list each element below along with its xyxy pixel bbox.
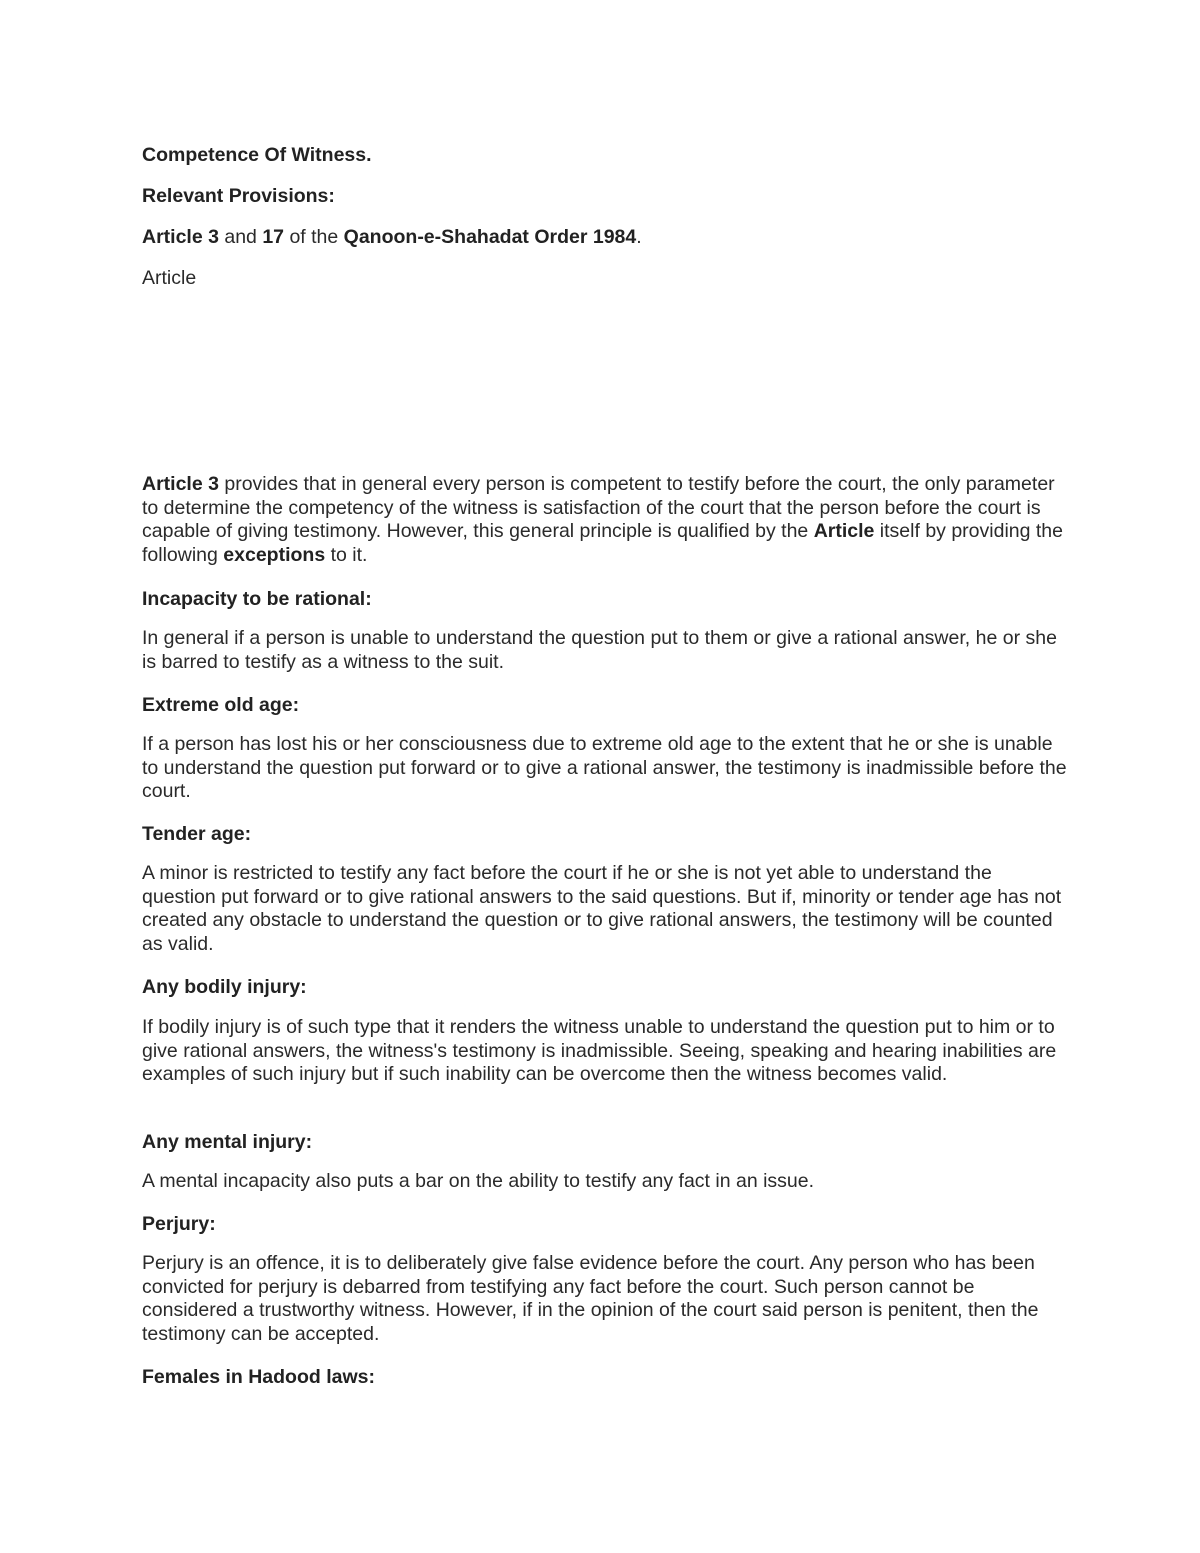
- provisions-order-name: Qanoon-e-Shahadat Order 1984: [343, 226, 637, 248]
- section-heading-mental-injury: Any mental injury:: [142, 1131, 313, 1153]
- provisions-text-and: and: [218, 226, 263, 248]
- intro-text-1: provides that in general every person is competent to testify before the court, the only parameter to determine the competency of the witness is satisfaction of the court that the person before the court is capable of giving testimony. However, this general principle is qualified by the: [142, 473, 1055, 543]
- article-word: Article: [142, 267, 197, 289]
- section-heading-bodily-injury: Any bodily injury:: [142, 976, 307, 998]
- provisions-heading: Relevant Provisions:: [142, 185, 335, 207]
- provisions-text-of: of the: [284, 226, 344, 248]
- intro-bold-exceptions: exceptions: [223, 543, 326, 566]
- section-heading-old-age: Extreme old age:: [142, 694, 300, 716]
- section-body-old-age: If a person has lost his or her consciousness due to extreme old age to the extent that he or she is unable to understand the question put forward or to give a rational answer, the testimony is inadmissible before the court.: [142, 733, 1067, 803]
- section-body-perjury: Perjury is an offence, it is to deliberately give false evidence before the court. Any person who has been convicted for perjury is debarred from testifying any fact before the court. Such person cannot be considered a trustworthy witness. However, if in the opinion of the court said person is penitent, then the testimony can be accepted.: [142, 1252, 1039, 1345]
- intro-text-3: to it.: [325, 543, 368, 566]
- provisions-article-ref: Article 3: [142, 226, 219, 248]
- section-body-bodily-injury: If bodily injury is of such type that it renders the witness unable to understand the question put to him or to give rational answers, the witness's testimony is inadmissible. Seeing, speaking and hearing inabilities are examples of such injury but if such inability can be overcome then the witness becomes valid.: [142, 1016, 1057, 1086]
- section-heading-incapacity: Incapacity to be rational:: [142, 588, 372, 610]
- provisions-period: .: [636, 226, 642, 248]
- intro-bold-article: Article: [813, 520, 875, 543]
- section-heading-tender-age: Tender age:: [142, 823, 252, 845]
- section-heading-perjury: Perjury:: [142, 1213, 216, 1235]
- provisions-article-num: 17: [262, 226, 285, 248]
- section-heading-females-hadood: Females in Hadood laws:: [142, 1366, 375, 1388]
- intro-paragraph: [142, 473, 1067, 567]
- section-body-tender-age: A minor is restricted to testify any fact before the court if he or she is not yet able to understand the question put forward or to give rational answers to the said questions. But if, minority or tender age has not created any obstacle to understand the question or to give rational answers, the testimony will be counted as valid.: [142, 862, 1062, 955]
- intro-bold-article3: Article 3: [142, 473, 219, 495]
- section-body-mental-injury: A mental incapacity also puts a bar on the ability to testify any fact in an issue.: [142, 1170, 815, 1192]
- document-title: Competence Of Witness.: [142, 144, 372, 166]
- provisions-line: [142, 225, 642, 249]
- section-body-incapacity: In general if a person is unable to understand the question put to them or give a rational answer, he or she is barred to testify as a witness to the suit.: [142, 627, 1057, 673]
- intro-text-2: itself by providing the following: [142, 520, 1063, 566]
